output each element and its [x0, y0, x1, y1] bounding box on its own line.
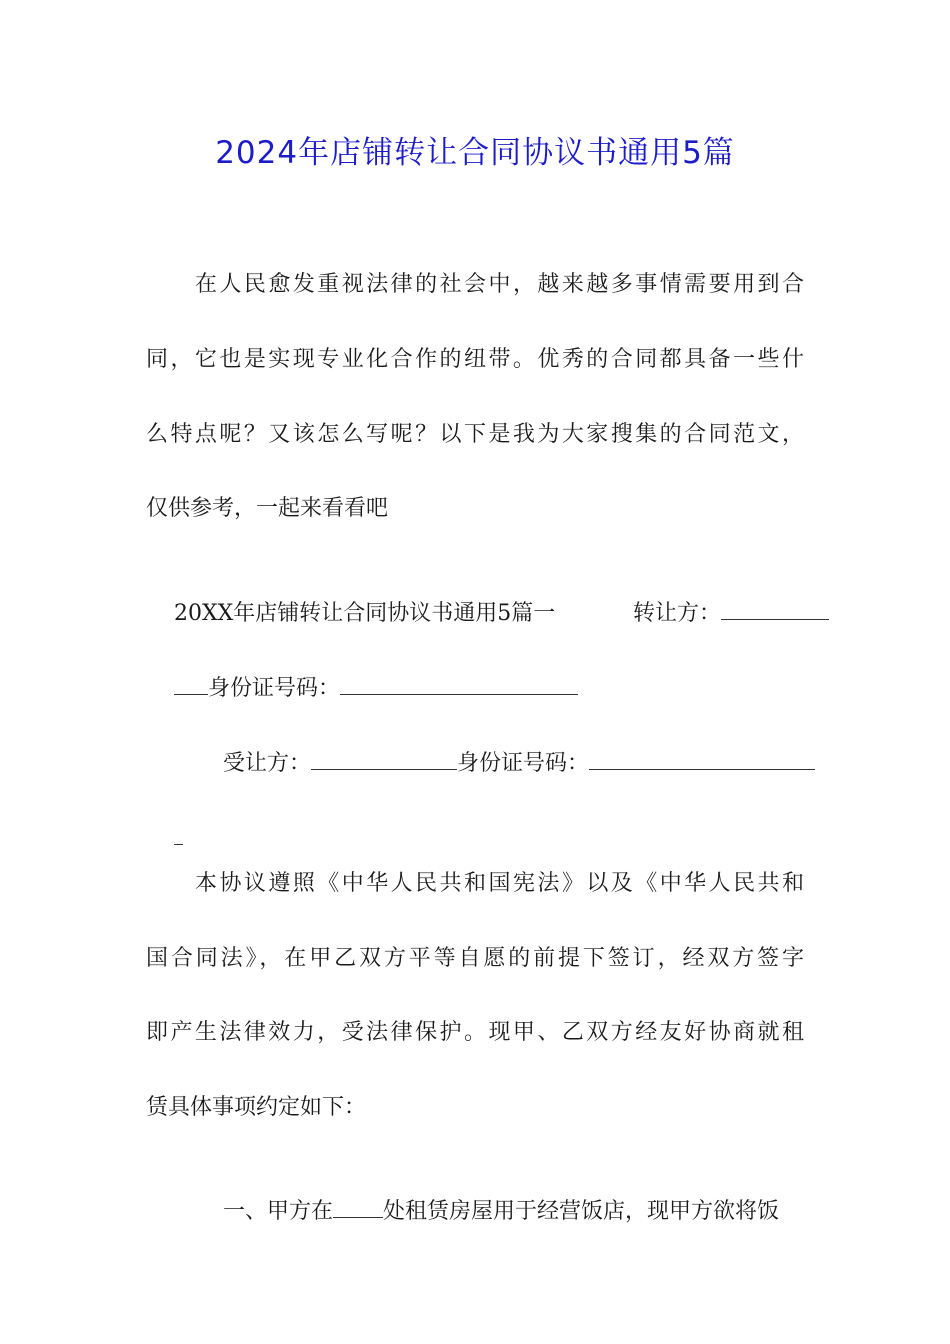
- agreement-line-1: 本协议遵照《中华人民共和国宪法》以及《中华人民共和: [195, 871, 804, 896]
- agreement-line-3: 即产生法律效力，受法律保护。现甲、乙双方经友好协商就租: [146, 1020, 804, 1045]
- clause-1-blank: [333, 1197, 383, 1218]
- agreement-line-4: 赁具体事项约定如下：: [146, 1095, 367, 1120]
- transferor-label: 转让方：: [632, 601, 721, 626]
- intro-line-1: 在人民愈发重视法律的社会中，越来越多事情需要用到合: [195, 272, 804, 297]
- id-blank-2-cont: [174, 824, 183, 845]
- intro-line-2: 同，它也是实现专业化合作的纽带。优秀的合同都具备一些什: [146, 347, 804, 372]
- transferor-field: [605, 569, 829, 659]
- id-blank-cont-line: [146, 794, 183, 884]
- clause-1-prefix: 一、甲方在: [222, 1199, 333, 1224]
- clause-1-suffix: 处租赁房屋用于经营饭店，现甲方欲将饭: [383, 1199, 780, 1224]
- id-blank-1: [340, 674, 578, 695]
- id-label-2: 身份证号码：: [457, 751, 590, 776]
- transferee-line: [195, 719, 815, 809]
- section-heading: 20XX年店铺转让合同协议书通用5篇一: [173, 601, 556, 626]
- document-title: 2024年店铺转让合同协议书通用5篇: [215, 135, 735, 171]
- transferee-label: 受让方：: [222, 751, 311, 776]
- id-label-1: 身份证号码：: [207, 676, 340, 701]
- agreement-line-2: 国合同法》，在甲乙双方平等自愿的前提下签订，经双方签字: [146, 946, 804, 971]
- transferor-blank-cont: [174, 674, 208, 695]
- id-blank-2: [589, 749, 815, 770]
- intro-line-4: 仅供参考，一起来看看吧: [146, 496, 389, 521]
- transferor-blank: [721, 599, 829, 620]
- transferee-blank: [311, 749, 457, 770]
- intro-line-3: 么特点呢？又该怎么写呢？以下是我为大家搜集的合同范文，: [146, 422, 804, 447]
- clause-1-line: [195, 1167, 779, 1257]
